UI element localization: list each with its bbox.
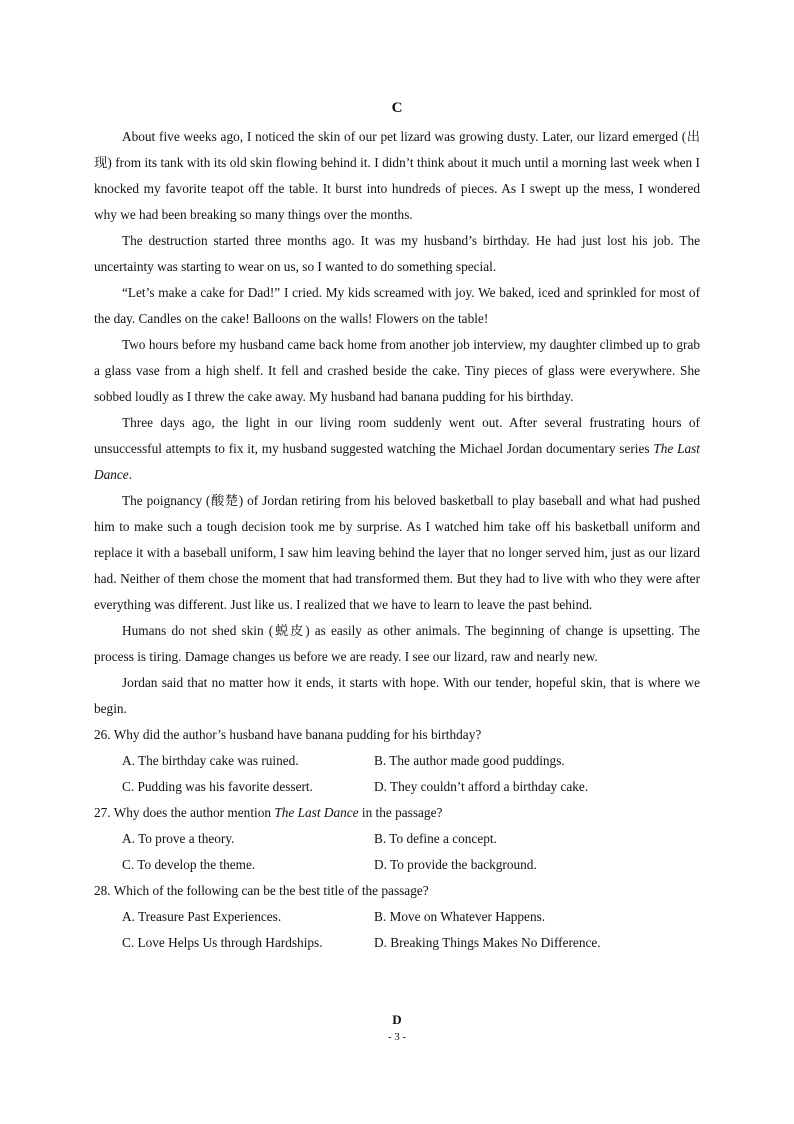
- section-heading-d: D: [392, 1012, 402, 1027]
- question-28-option-c: C. Love Helps Us through Hardships.: [122, 935, 323, 950]
- paragraph-5-text: Three days ago, the light in our living room suddenly went out. After several frustrating hours of unsuccessful attempts to fix it, my husband suggested watching the Michael Jordan documentary series: [94, 415, 700, 456]
- question-27-stem: [94, 800, 700, 826]
- question-26-option-a: A. The birthday cake was ruined.: [122, 753, 299, 768]
- document-page: [94, 98, 700, 956]
- paragraph-5-end: .: [128, 467, 133, 482]
- paragraph-5-title: The Last Dance: [94, 441, 700, 482]
- question-27-options: [94, 826, 700, 878]
- paragraph-2: The destruction started three months ago. It was my husband’s birthday. He had just lost his job. The uncertainty was starting to wear on us, so I wanted to do something special.: [94, 233, 700, 274]
- paragraph-7: Humans do not shed skin (蜕皮) as easily as other animals. The beginning of change is upsetting. The process is tiring. Damage changes us before we are ready. I see our lizard, raw and nearly new.: [94, 623, 700, 664]
- question-27-option-a: A. To prove a theory.: [122, 831, 235, 846]
- question-27: [94, 800, 700, 878]
- paragraph-5: [94, 410, 700, 488]
- question-26-stem: 26. Why did the author’s husband have banana pudding for his birthday?: [94, 727, 482, 742]
- paragraph-4: Two hours before my husband came back home from another job interview, my daughter climbed up to grab a glass vase from a high shelf. It fell and crashed beside the cake. Tiny pieces of glass were everywhere. She sobbed loudly as I threw the cake away. My husband had banana pudding for his birthday.: [94, 337, 700, 404]
- question-27-option-d: D. To provide the background.: [374, 857, 537, 872]
- question-28-option-a: A. Treasure Past Experiences.: [122, 909, 282, 924]
- section-heading-c: C: [391, 100, 403, 116]
- question-26-option-c: C. Pudding was his favorite dessert.: [122, 779, 313, 794]
- question-27-stem-end: in the passage?: [358, 805, 443, 820]
- question-28: [94, 878, 700, 956]
- question-27-option-b: B. To define a concept.: [374, 831, 497, 846]
- question-26-option-d: D. They couldn’t afford a birthday cake.: [374, 779, 589, 794]
- question-28-stem: 28. Which of the following can be the best title of the passage?: [94, 883, 429, 898]
- paragraph-3: “Let’s make a cake for Dad!” I cried. My kids screamed with joy. We baked, iced and sprinkled for most of the day. Candles on the cake! Balloons on the walls! Flowers on the table!: [94, 285, 700, 326]
- question-26-options: [94, 748, 700, 800]
- question-28-option-b: B. Move on Whatever Happens.: [374, 909, 546, 924]
- paragraph-6: The poignancy (酸楚) of Jordan retiring from his beloved basketball to play baseball and what had pushed him to make such a tough decision took me by surprise. As I watched him take off his basketball uniform and replace it with a baseball uniform, I saw him leaving behind the layer that no longer served him, just as our lizard had. Neither of them chose the moment that had transformed them. But they had to live with who they were after everything was different. Just like us. I realized that we have to learn to leave the past behind.: [94, 493, 700, 612]
- question-27-stem-start: 27. Why does the author mention: [94, 805, 275, 820]
- paragraph-1: About five weeks ago, I noticed the skin of our pet lizard was growing dusty. Later, our lizard emerged (出现) from its tank with its old skin flowing behind it. I didn’t think about it much until a morning last week when I knocked my favorite teapot off the table. It burst into hundreds of pieces. As I swept up the mess, I wondered why we had been breaking so many things over the months.: [94, 129, 700, 222]
- paragraph-8: Jordan said that no matter how it ends, it starts with hope. With our tender, hopeful skin, that is where we begin.: [94, 675, 700, 716]
- question-26: [94, 722, 700, 800]
- page-number: - 3 -: [387, 1031, 407, 1043]
- question-27-option-c: C. To develop the theme.: [122, 857, 256, 872]
- question-28-option-d: D. Breaking Things Makes No Difference.: [374, 935, 601, 950]
- question-28-options: [94, 904, 700, 956]
- question-27-stem-title: The Last Dance: [274, 805, 359, 820]
- question-26-option-b: B. The author made good puddings.: [374, 753, 565, 768]
